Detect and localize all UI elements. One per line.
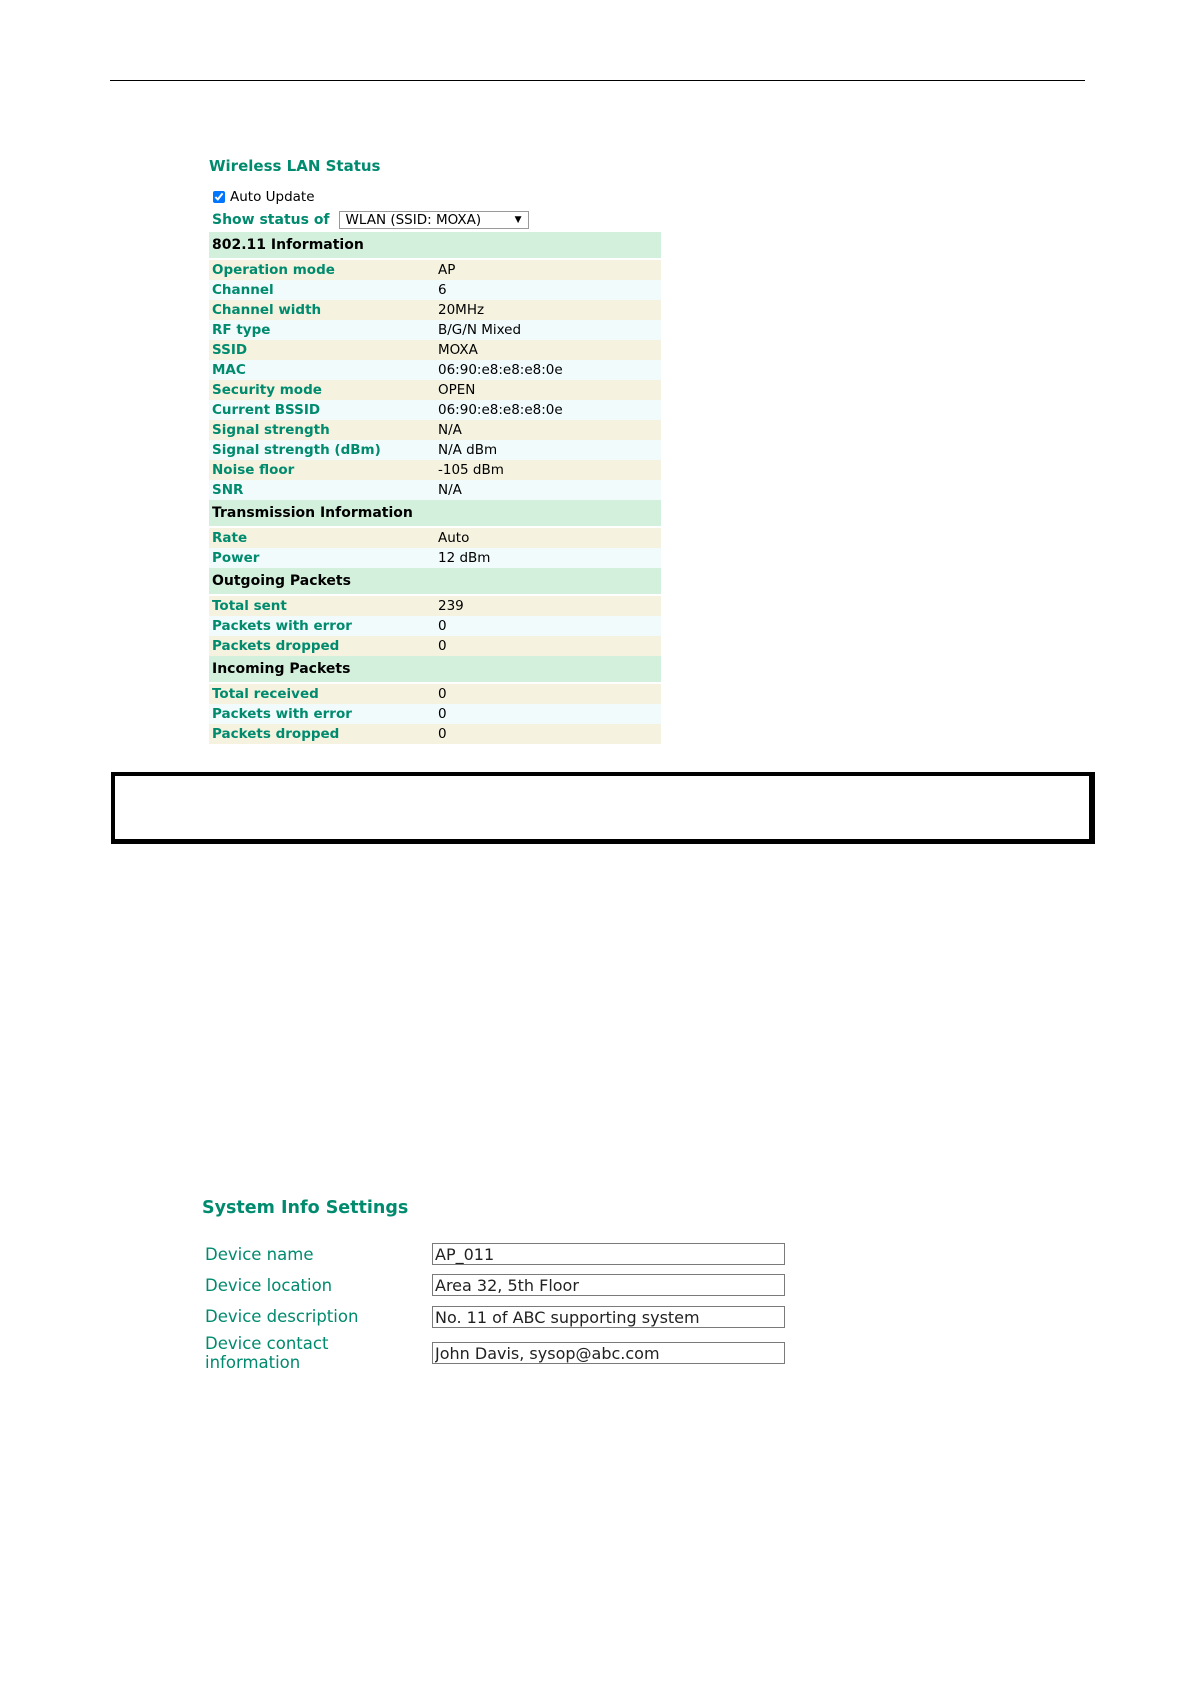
- auto-update-label: Auto Update: [230, 189, 315, 205]
- status-value: AP: [435, 260, 661, 280]
- table-row: [209, 440, 661, 460]
- status-value: 0: [435, 616, 661, 636]
- table-row: [209, 280, 661, 300]
- show-status-select[interactable]: [339, 211, 529, 229]
- section-header: [209, 500, 661, 526]
- status-label: Packets with error: [209, 704, 435, 724]
- status-value: B/G/N Mixed: [435, 320, 661, 340]
- device-contact-input[interactable]: [432, 1342, 785, 1364]
- table-row: [209, 704, 661, 724]
- table-row: [209, 380, 661, 400]
- status-value: MOXA: [435, 340, 661, 360]
- device-location-label: Device location: [205, 1276, 333, 1295]
- wireless-lan-status-panel: [209, 155, 661, 744]
- device-description-input[interactable]: [432, 1306, 785, 1328]
- status-label: Channel width: [209, 300, 435, 320]
- device-contact-label-line1: Device contact: [205, 1334, 329, 1353]
- table-row: [209, 548, 661, 568]
- table-row: [209, 684, 661, 704]
- device-name-label: Device name: [205, 1245, 314, 1264]
- status-value: 239: [435, 596, 661, 616]
- table-row: [209, 528, 661, 548]
- page-header-rule: [110, 80, 1085, 81]
- wlan-status-title: Wireless LAN Status: [209, 157, 381, 175]
- table-row: [209, 616, 661, 636]
- system-info-settings-panel: [202, 1196, 802, 1372]
- show-status-label: Show status of: [212, 212, 330, 228]
- status-value: 0: [435, 724, 661, 744]
- status-label: Operation mode: [209, 260, 435, 280]
- table-row: [209, 320, 661, 340]
- status-value: 20MHz: [435, 300, 661, 320]
- section-heading: Incoming Packets: [209, 656, 661, 682]
- system-info-title: System Info Settings: [202, 1198, 409, 1218]
- status-label: Signal strength (dBm): [209, 440, 435, 460]
- table-row: [209, 480, 661, 500]
- auto-update-row: [209, 187, 661, 207]
- status-label: Noise floor: [209, 460, 435, 480]
- show-status-selected-value: WLAN (SSID: MOXA): [345, 212, 482, 228]
- status-value: 06:90:e8:e8:e8:0e: [435, 400, 661, 420]
- device-contact-label-line2: information: [205, 1353, 301, 1372]
- status-value: 0: [435, 704, 661, 724]
- table-row: [209, 636, 661, 656]
- table-row: [209, 340, 661, 360]
- status-value: 6: [435, 280, 661, 300]
- table-row: [209, 300, 661, 320]
- status-label: Packets with error: [209, 616, 435, 636]
- status-label: Power: [209, 548, 435, 568]
- status-label: Signal strength: [209, 420, 435, 440]
- status-label: MAC: [209, 360, 435, 380]
- section-header: [209, 232, 661, 258]
- table-row: [209, 260, 661, 280]
- table-row: [209, 420, 661, 440]
- status-value: N/A dBm: [435, 440, 661, 460]
- section-heading: Transmission Information: [209, 500, 661, 526]
- section-header: [209, 568, 661, 594]
- chevron-down-icon: ▼: [514, 215, 522, 225]
- device-name-input[interactable]: [432, 1243, 785, 1265]
- wlan-status-table: [209, 232, 661, 744]
- status-value: 0: [435, 684, 661, 704]
- section-heading: 802.11 Information: [209, 232, 661, 258]
- table-row: [209, 724, 661, 744]
- status-label: SNR: [209, 480, 435, 500]
- status-label: Total sent: [209, 596, 435, 616]
- status-label: Channel: [209, 280, 435, 300]
- status-label: Security mode: [209, 380, 435, 400]
- table-row: [209, 400, 661, 420]
- status-label: Packets dropped: [209, 724, 435, 744]
- device-location-input[interactable]: [432, 1274, 785, 1296]
- section-header: [209, 656, 661, 682]
- device-description-label: Device description: [205, 1307, 359, 1326]
- auto-update-checkbox[interactable]: [213, 191, 225, 203]
- show-status-row: [209, 209, 661, 231]
- status-value: Auto: [435, 528, 661, 548]
- status-value: 0: [435, 636, 661, 656]
- status-value: OPEN: [435, 380, 661, 400]
- status-label: Packets dropped: [209, 636, 435, 656]
- section-heading: Outgoing Packets: [209, 568, 661, 594]
- table-row: [209, 596, 661, 616]
- status-value: -105 dBm: [435, 460, 661, 480]
- status-value: 12 dBm: [435, 548, 661, 568]
- status-label: Rate: [209, 528, 435, 548]
- status-value: N/A: [435, 480, 661, 500]
- status-label: Current BSSID: [209, 400, 435, 420]
- table-row: [209, 460, 661, 480]
- status-label: SSID: [209, 340, 435, 360]
- status-label: Total received: [209, 684, 435, 704]
- status-value: N/A: [435, 420, 661, 440]
- status-label: RF type: [209, 320, 435, 340]
- empty-note-box: [111, 772, 1095, 844]
- status-value: 06:90:e8:e8:e8:0e: [435, 360, 661, 380]
- table-row: [209, 360, 661, 380]
- device-contact-label: [205, 1334, 328, 1372]
